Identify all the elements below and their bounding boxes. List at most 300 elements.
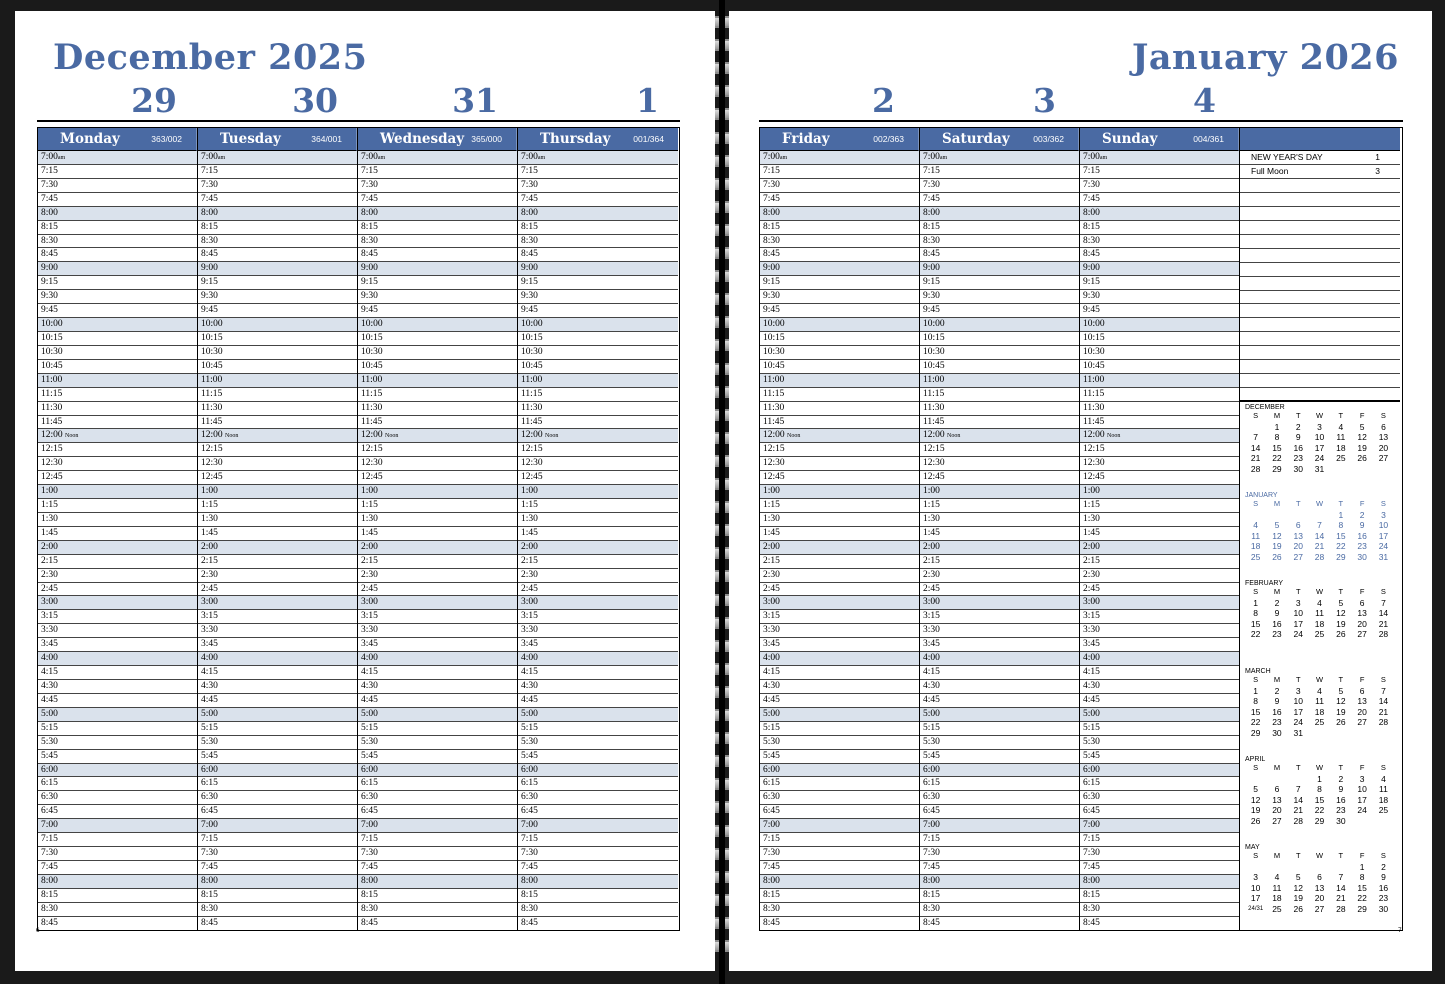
time-slot[interactable] [920,777,1079,791]
time-slot[interactable] [1080,346,1239,360]
time-slot[interactable] [760,624,919,638]
time-slot[interactable] [518,847,678,861]
time-slot[interactable] [1080,638,1239,652]
time-slot[interactable] [198,736,357,750]
time-slot[interactable] [38,624,197,638]
note-line[interactable] [1240,263,1400,277]
time-slot[interactable] [1080,471,1239,485]
time-slot[interactable] [1080,596,1239,610]
time-slot[interactable] [198,750,357,764]
time-slot[interactable] [38,221,197,235]
time-slot[interactable] [198,694,357,708]
time-slot[interactable] [920,443,1079,457]
time-slot[interactable] [38,833,197,847]
time-slot[interactable] [38,402,197,416]
time-slot[interactable] [358,805,517,819]
time-slot[interactable] [198,777,357,791]
time-slot[interactable] [38,903,197,917]
time-slot[interactable] [358,262,517,276]
time-slot[interactable] [920,457,1079,471]
time-slot[interactable] [1080,903,1239,917]
time-slot[interactable] [38,583,197,597]
time-slot[interactable] [1080,680,1239,694]
time-slot[interactable] [358,833,517,847]
time-slot[interactable] [198,165,357,179]
time-slot[interactable] [518,805,678,819]
time-slot[interactable] [920,290,1079,304]
time-slot[interactable] [198,791,357,805]
time-slot[interactable] [920,193,1079,207]
time-slot[interactable] [920,917,1079,930]
time-slot[interactable] [1080,833,1239,847]
time-slot[interactable] [38,151,197,165]
time-slot[interactable] [920,248,1079,262]
time-slot[interactable] [38,777,197,791]
time-slot[interactable] [1080,290,1239,304]
time-slot[interactable] [38,805,197,819]
time-slot[interactable] [920,750,1079,764]
time-slot[interactable] [760,666,919,680]
time-slot[interactable] [1080,304,1239,318]
time-slot[interactable] [198,652,357,666]
time-slot[interactable] [198,917,357,930]
time-slot[interactable] [920,638,1079,652]
time-slot[interactable] [760,318,919,332]
time-slot[interactable] [760,610,919,624]
time-slot[interactable] [38,429,197,443]
time-slot[interactable] [1080,666,1239,680]
time-slot[interactable] [198,610,357,624]
time-slot[interactable] [38,416,197,430]
time-slot[interactable] [1080,235,1239,249]
time-slot[interactable] [358,346,517,360]
time-slot[interactable] [760,694,919,708]
time-slot[interactable] [760,861,919,875]
note-line[interactable] [1240,388,1400,402]
time-slot[interactable] [1080,722,1239,736]
time-slot[interactable] [198,527,357,541]
time-slot[interactable] [358,429,517,443]
time-slot[interactable] [518,304,678,318]
time-slot[interactable] [198,708,357,722]
time-slot[interactable] [198,638,357,652]
time-slot[interactable] [38,875,197,889]
time-slot[interactable] [358,777,517,791]
time-slot[interactable] [760,235,919,249]
time-slot[interactable] [38,610,197,624]
note-line[interactable] [1240,151,1400,165]
time-slot[interactable] [920,889,1079,903]
time-slot[interactable] [760,290,919,304]
time-slot[interactable] [38,499,197,513]
time-slot[interactable] [38,388,197,402]
time-slot[interactable] [760,903,919,917]
time-slot[interactable] [760,583,919,597]
time-slot[interactable] [760,262,919,276]
time-slot[interactable] [358,235,517,249]
note-line[interactable] [1240,165,1400,179]
time-slot[interactable] [38,722,197,736]
time-slot[interactable] [358,750,517,764]
time-slot[interactable] [358,624,517,638]
time-slot[interactable] [38,207,197,221]
time-slot[interactable] [198,193,357,207]
time-slot[interactable] [920,694,1079,708]
time-slot[interactable] [358,471,517,485]
time-slot[interactable] [1080,541,1239,555]
time-slot[interactable] [518,402,678,416]
time-slot[interactable] [920,499,1079,513]
time-slot[interactable] [38,485,197,499]
time-slot[interactable] [760,680,919,694]
time-slot[interactable] [760,736,919,750]
time-slot[interactable] [38,318,197,332]
time-slot[interactable] [198,499,357,513]
time-slot[interactable] [760,457,919,471]
time-slot[interactable] [760,193,919,207]
time-slot[interactable] [198,179,357,193]
time-slot[interactable] [358,722,517,736]
time-slot[interactable] [920,318,1079,332]
time-slot[interactable] [38,791,197,805]
time-slot[interactable] [920,179,1079,193]
time-slot[interactable] [1080,652,1239,666]
time-slot[interactable] [358,638,517,652]
time-slot[interactable] [38,917,197,930]
time-slot[interactable] [38,235,197,249]
time-slot[interactable] [1080,764,1239,778]
time-slot[interactable] [1080,569,1239,583]
time-slot[interactable] [518,416,678,430]
time-slot[interactable] [38,360,197,374]
time-slot[interactable] [518,527,678,541]
note-line[interactable] [1240,221,1400,235]
time-slot[interactable] [518,722,678,736]
time-slot[interactable] [518,179,678,193]
time-slot[interactable] [198,151,357,165]
time-slot[interactable] [760,527,919,541]
time-slot[interactable] [358,276,517,290]
time-slot[interactable] [198,903,357,917]
time-slot[interactable] [518,819,678,833]
time-slot[interactable] [518,791,678,805]
time-slot[interactable] [1080,791,1239,805]
time-slot[interactable] [920,805,1079,819]
time-slot[interactable] [198,374,357,388]
note-line[interactable] [1240,332,1400,346]
time-slot[interactable] [920,666,1079,680]
time-slot[interactable] [1080,221,1239,235]
time-slot[interactable] [518,903,678,917]
time-slot[interactable] [760,402,919,416]
time-slot[interactable] [518,346,678,360]
time-slot[interactable] [920,624,1079,638]
time-slot[interactable] [518,750,678,764]
time-slot[interactable] [518,513,678,527]
time-slot[interactable] [920,680,1079,694]
time-slot[interactable] [358,791,517,805]
time-slot[interactable] [198,276,357,290]
time-slot[interactable] [920,388,1079,402]
time-slot[interactable] [920,764,1079,778]
time-slot[interactable] [760,819,919,833]
time-slot[interactable] [358,861,517,875]
time-slot[interactable] [198,722,357,736]
time-slot[interactable] [1080,499,1239,513]
time-slot[interactable] [198,569,357,583]
time-slot[interactable] [38,248,197,262]
time-slot[interactable] [198,416,357,430]
time-slot[interactable] [38,374,197,388]
time-slot[interactable] [38,569,197,583]
time-slot[interactable] [920,207,1079,221]
time-slot[interactable] [1080,777,1239,791]
time-slot[interactable] [1080,402,1239,416]
time-slot[interactable] [518,917,678,930]
time-slot[interactable] [1080,861,1239,875]
time-slot[interactable] [198,764,357,778]
time-slot[interactable] [760,569,919,583]
time-slot[interactable] [358,596,517,610]
time-slot[interactable] [760,360,919,374]
time-slot[interactable] [1080,847,1239,861]
time-slot[interactable] [38,847,197,861]
time-slot[interactable] [358,652,517,666]
time-slot[interactable] [1080,457,1239,471]
time-slot[interactable] [920,235,1079,249]
time-slot[interactable] [760,889,919,903]
time-slot[interactable] [760,833,919,847]
time-slot[interactable] [920,262,1079,276]
time-slot[interactable] [38,165,197,179]
time-slot[interactable] [920,374,1079,388]
time-slot[interactable] [38,596,197,610]
time-slot[interactable] [38,527,197,541]
time-slot[interactable] [38,471,197,485]
time-slot[interactable] [920,151,1079,165]
time-slot[interactable] [38,694,197,708]
time-slot[interactable] [198,429,357,443]
time-slot[interactable] [518,262,678,276]
note-line[interactable] [1240,304,1400,318]
time-slot[interactable] [920,360,1079,374]
time-slot[interactable] [920,833,1079,847]
time-slot[interactable] [358,875,517,889]
time-slot[interactable] [198,680,357,694]
time-slot[interactable] [358,499,517,513]
time-slot[interactable] [518,666,678,680]
time-slot[interactable] [358,485,517,499]
time-slot[interactable] [358,290,517,304]
time-slot[interactable] [518,248,678,262]
time-slot[interactable] [1080,819,1239,833]
time-slot[interactable] [38,290,197,304]
time-slot[interactable] [920,402,1079,416]
time-slot[interactable] [198,541,357,555]
time-slot[interactable] [760,221,919,235]
time-slot[interactable] [38,346,197,360]
time-slot[interactable] [38,555,197,569]
note-line[interactable] [1240,193,1400,207]
time-slot[interactable] [1080,332,1239,346]
time-slot[interactable] [920,847,1079,861]
time-slot[interactable] [518,569,678,583]
time-slot[interactable] [38,889,197,903]
note-line[interactable] [1240,277,1400,291]
time-slot[interactable] [760,151,919,165]
time-slot[interactable] [1080,708,1239,722]
time-slot[interactable] [358,680,517,694]
time-slot[interactable] [518,151,678,165]
time-slot[interactable] [358,708,517,722]
time-slot[interactable] [1080,248,1239,262]
time-slot[interactable] [920,819,1079,833]
time-slot[interactable] [198,262,357,276]
time-slot[interactable] [38,262,197,276]
time-slot[interactable] [38,443,197,457]
time-slot[interactable] [920,596,1079,610]
time-slot[interactable] [358,457,517,471]
time-slot[interactable] [518,624,678,638]
time-slot[interactable] [198,248,357,262]
time-slot[interactable] [518,332,678,346]
time-slot[interactable] [198,443,357,457]
time-slot[interactable] [920,736,1079,750]
time-slot[interactable] [358,221,517,235]
time-slot[interactable] [760,708,919,722]
time-slot[interactable] [1080,583,1239,597]
time-slot[interactable] [198,513,357,527]
time-slot[interactable] [1080,374,1239,388]
time-slot[interactable] [518,429,678,443]
time-slot[interactable] [198,555,357,569]
time-slot[interactable] [198,889,357,903]
time-slot[interactable] [198,457,357,471]
time-slot[interactable] [518,221,678,235]
time-slot[interactable] [198,847,357,861]
time-slot[interactable] [1080,416,1239,430]
time-slot[interactable] [358,569,517,583]
time-slot[interactable] [38,304,197,318]
time-slot[interactable] [358,332,517,346]
time-slot[interactable] [358,666,517,680]
time-slot[interactable] [518,652,678,666]
time-slot[interactable] [518,360,678,374]
time-slot[interactable] [920,513,1079,527]
time-slot[interactable] [358,151,517,165]
time-slot[interactable] [518,736,678,750]
time-slot[interactable] [518,833,678,847]
time-slot[interactable] [38,652,197,666]
time-slot[interactable] [760,304,919,318]
time-slot[interactable] [38,708,197,722]
time-slot[interactable] [1080,388,1239,402]
time-slot[interactable] [760,764,919,778]
time-slot[interactable] [358,179,517,193]
time-slot[interactable] [198,360,357,374]
time-slot[interactable] [920,903,1079,917]
time-slot[interactable] [760,207,919,221]
time-slot[interactable] [518,443,678,457]
note-line[interactable] [1240,374,1400,388]
time-slot[interactable] [760,652,919,666]
time-slot[interactable] [358,917,517,930]
time-slot[interactable] [38,332,197,346]
time-slot[interactable] [760,917,919,930]
time-slot[interactable] [760,875,919,889]
time-slot[interactable] [1080,805,1239,819]
time-slot[interactable] [760,276,919,290]
time-slot[interactable] [198,666,357,680]
time-slot[interactable] [760,499,919,513]
time-slot[interactable] [920,610,1079,624]
time-slot[interactable] [358,694,517,708]
time-slot[interactable] [760,596,919,610]
time-slot[interactable] [358,847,517,861]
time-slot[interactable] [358,402,517,416]
time-slot[interactable] [760,429,919,443]
time-slot[interactable] [38,736,197,750]
time-slot[interactable] [1080,179,1239,193]
time-slot[interactable] [1080,527,1239,541]
time-slot[interactable] [358,248,517,262]
time-slot[interactable] [920,221,1079,235]
time-slot[interactable] [518,193,678,207]
time-slot[interactable] [760,179,919,193]
time-slot[interactable] [198,332,357,346]
time-slot[interactable] [920,429,1079,443]
time-slot[interactable] [38,193,197,207]
time-slot[interactable] [760,805,919,819]
time-slot[interactable] [518,165,678,179]
time-slot[interactable] [198,290,357,304]
time-slot[interactable] [760,346,919,360]
time-slot[interactable] [38,541,197,555]
time-slot[interactable] [358,819,517,833]
time-slot[interactable] [760,416,919,430]
time-slot[interactable] [1080,875,1239,889]
time-slot[interactable] [920,861,1079,875]
time-slot[interactable] [1080,610,1239,624]
time-slot[interactable] [760,638,919,652]
time-slot[interactable] [358,736,517,750]
time-slot[interactable] [198,318,357,332]
time-slot[interactable] [920,708,1079,722]
time-slot[interactable] [518,276,678,290]
note-line[interactable] [1240,346,1400,360]
time-slot[interactable] [760,388,919,402]
time-slot[interactable] [1080,917,1239,930]
time-slot[interactable] [358,903,517,917]
time-slot[interactable] [198,833,357,847]
time-slot[interactable] [358,304,517,318]
time-slot[interactable] [760,541,919,555]
time-slot[interactable] [920,583,1079,597]
time-slot[interactable] [1080,624,1239,638]
note-line[interactable] [1240,207,1400,221]
time-slot[interactable] [518,764,678,778]
time-slot[interactable] [760,777,919,791]
time-slot[interactable] [518,889,678,903]
time-slot[interactable] [518,638,678,652]
time-slot[interactable] [760,248,919,262]
time-slot[interactable] [760,722,919,736]
time-slot[interactable] [518,485,678,499]
time-slot[interactable] [1080,555,1239,569]
time-slot[interactable] [198,388,357,402]
time-slot[interactable] [518,388,678,402]
time-slot[interactable] [38,457,197,471]
